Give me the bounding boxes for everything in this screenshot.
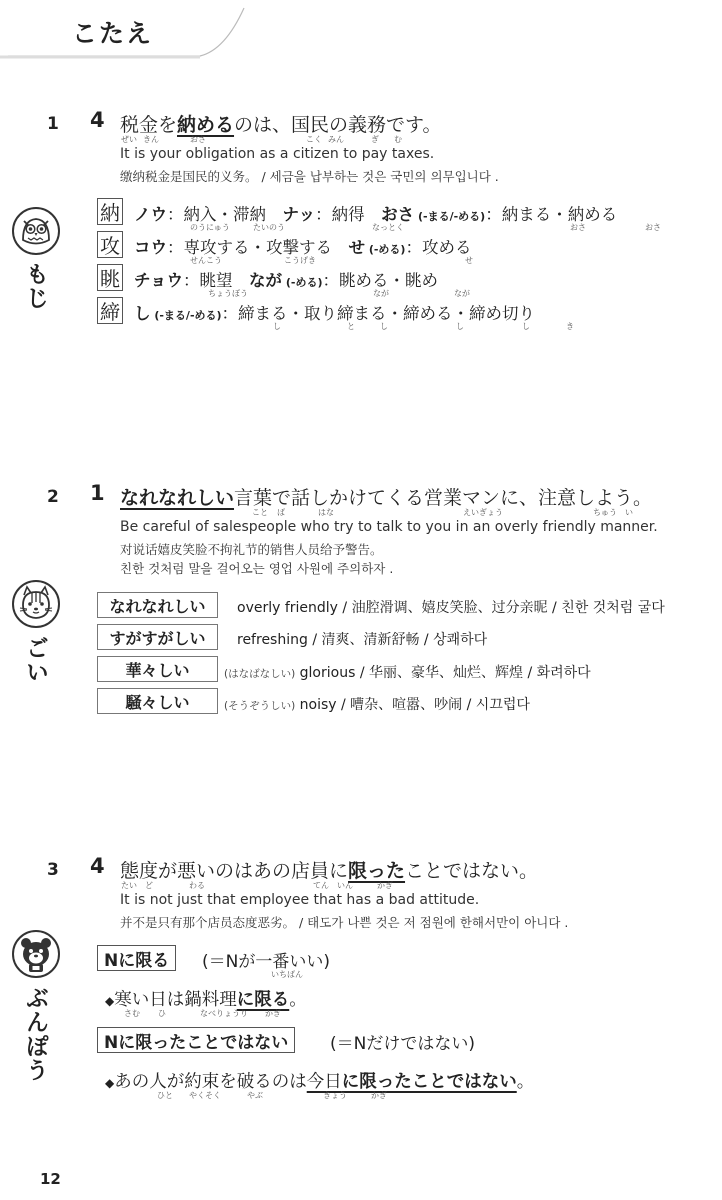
chinese-translation: 对说话嬉皮笑脸不拘礼节的销售人员给予警告。 xyxy=(120,542,383,557)
furigana: こく xyxy=(306,135,322,144)
furigana: はな xyxy=(318,508,334,517)
kanji-box: 攻 xyxy=(97,231,123,258)
example-sentence: ◆寒い日は鍋料理に限る。 xyxy=(105,990,307,1010)
furigana: ど xyxy=(145,881,153,890)
furigana: やぶ xyxy=(247,1091,263,1100)
grammar-pattern-box: Nに限る xyxy=(97,945,176,971)
furigana: きん xyxy=(143,135,159,144)
answer-number: 1 xyxy=(90,481,105,505)
furigana: いちばん xyxy=(271,970,303,979)
furigana: なが xyxy=(373,289,389,298)
furigana: おさ xyxy=(190,135,206,144)
bear-icon xyxy=(11,929,61,979)
furigana: なべりょうり xyxy=(200,1009,248,1018)
furigana: きょう xyxy=(323,1091,347,1100)
furigana: ひと xyxy=(157,1091,173,1100)
kanji-box: 眺 xyxy=(97,264,123,291)
furigana: てん いん xyxy=(313,881,353,890)
english-translation: It is not just that employee that has a bad attitude. xyxy=(120,892,480,908)
vocab-definition: overly friendly / 油腔滑调、嬉皮笑脸、过分亲昵 / 친한 것처럼 굴다 xyxy=(237,600,665,616)
question-sentence: 税金を納めるのは、国民の義務です。 xyxy=(120,114,442,136)
furigana: ぜい xyxy=(121,135,137,144)
furigana: なが xyxy=(454,289,470,298)
kanji-readings: チョウ：眺望 なが (-める)：眺める・眺め xyxy=(134,271,438,290)
furigana: わる xyxy=(189,881,205,890)
vocab-word-box: なれなれしい xyxy=(97,592,218,618)
furigana: おさ xyxy=(570,223,586,232)
kanji-box: 納 xyxy=(97,198,123,225)
furigana: ちゅう い xyxy=(593,508,633,517)
vocab-definition: (そうぞうしい) noisy / 嘈杂、喧嚣、吵闹 / 시끄럽다 xyxy=(224,697,530,713)
question-number: 3 xyxy=(47,860,59,880)
answer-word: 納める xyxy=(177,114,235,136)
question-sentence: なれなれしい言葉で話しかけてくる営業マンに、注意しよう。 xyxy=(120,487,653,509)
vocab-definition: (はなばなしい) glorious / 华丽、豪华、灿烂、辉煌 / 화려하다 xyxy=(224,665,591,681)
page-number: 12 xyxy=(40,1170,61,1188)
furigana: ひ xyxy=(158,1009,166,1018)
answer-number: 4 xyxy=(90,108,105,132)
furigana: こと xyxy=(252,508,268,517)
furigana: ば xyxy=(277,508,285,517)
furigana: む xyxy=(394,135,402,144)
furigana: のうにゅう xyxy=(190,223,230,232)
vocab-word-box: 華々しい xyxy=(97,656,218,682)
furigana: なっとく xyxy=(372,223,404,232)
english-translation: It is your obligation as a citizen to pay taxes. xyxy=(120,146,435,162)
vocab-word-box: 騒々しい xyxy=(97,688,218,714)
english-translation: Be careful of salespeople who try to talk to you in an overly friendly manner. xyxy=(120,519,658,535)
answer-number: 4 xyxy=(90,854,105,878)
korean-translation: 친한 것처럼 말을 걸어오는 영업 사원에 주의하자 . xyxy=(120,561,394,576)
kanji-readings: ノウ：納入・滞納 ナッ：納得 おさ (-まる/-める)：納まる・納める xyxy=(134,205,618,224)
furigana: ちょうぼう xyxy=(208,289,248,298)
vocab-definition: refreshing / 清爽、清新舒畅 / 상쾌하다 xyxy=(237,632,488,648)
answer-word: なれなれしい xyxy=(120,487,235,509)
grammar-pattern-box: Nに限ったことではない xyxy=(97,1027,295,1053)
furigana: き xyxy=(566,322,574,331)
furigana: せ xyxy=(465,256,473,265)
chipmunk-icon xyxy=(11,579,61,629)
furigana: せんこう xyxy=(190,256,222,265)
furigana: かぎ xyxy=(377,881,393,890)
vocab-word-box: すがすがしい xyxy=(97,624,218,650)
question-sentence: 態度が悪いのはあの店員に限ったことではない。 xyxy=(120,860,539,882)
furigana: ぎ xyxy=(371,135,379,144)
furigana: かぎ xyxy=(371,1091,387,1100)
furigana: やくそく xyxy=(189,1091,221,1100)
section-label-moji: もじ xyxy=(22,262,48,310)
question-number: 2 xyxy=(47,487,59,507)
furigana: こうげき xyxy=(284,256,316,265)
furigana: し xyxy=(456,322,464,331)
owl-icon xyxy=(11,206,61,256)
furigana: かぎ xyxy=(265,1009,281,1018)
section-label-bunpou: ぶんぽう xyxy=(22,986,48,1082)
section-label-goi: ごい xyxy=(22,636,48,684)
page-title: こたえ xyxy=(72,19,154,48)
furigana: さむ xyxy=(124,1009,140,1018)
furigana: し xyxy=(273,322,281,331)
furigana: たいのう xyxy=(253,223,285,232)
grammar-pattern-meaning: (＝Nが一番いい) xyxy=(202,952,330,972)
furigana: し xyxy=(380,322,388,331)
furigana: みん xyxy=(328,135,344,144)
furigana: えいぎょう xyxy=(463,508,503,517)
kanji-readings: コウ：専攻する・攻撃する せ (-める)：攻める xyxy=(134,238,472,257)
chinese-korean-translation: 并不是只有那个店员态度恶劣。 / 태도가 나쁜 것은 저 점원에 한해서만이 아니다 . xyxy=(120,915,569,930)
chinese-korean-translation: 缴纳税金是国民的义务。 / 세금을 납부하는 것은 국민의 의무입니다 . xyxy=(120,169,499,184)
kanji-box: 締 xyxy=(97,297,123,324)
furigana: おさ xyxy=(645,223,661,232)
grammar-pattern-meaning: (＝Nだけではない) xyxy=(330,1034,475,1054)
kanji-readings: し (-まる/-める)：締まる・取り締まる・締める・締め切り xyxy=(134,304,536,323)
answer-word: 限った xyxy=(348,860,406,882)
furigana: たい xyxy=(121,881,137,890)
question-number: 1 xyxy=(47,114,59,134)
furigana: と xyxy=(347,322,355,331)
example-sentence: ◆あの人が約束を破るのは今日に限ったことではない。 xyxy=(105,1072,535,1092)
furigana: し xyxy=(522,322,530,331)
